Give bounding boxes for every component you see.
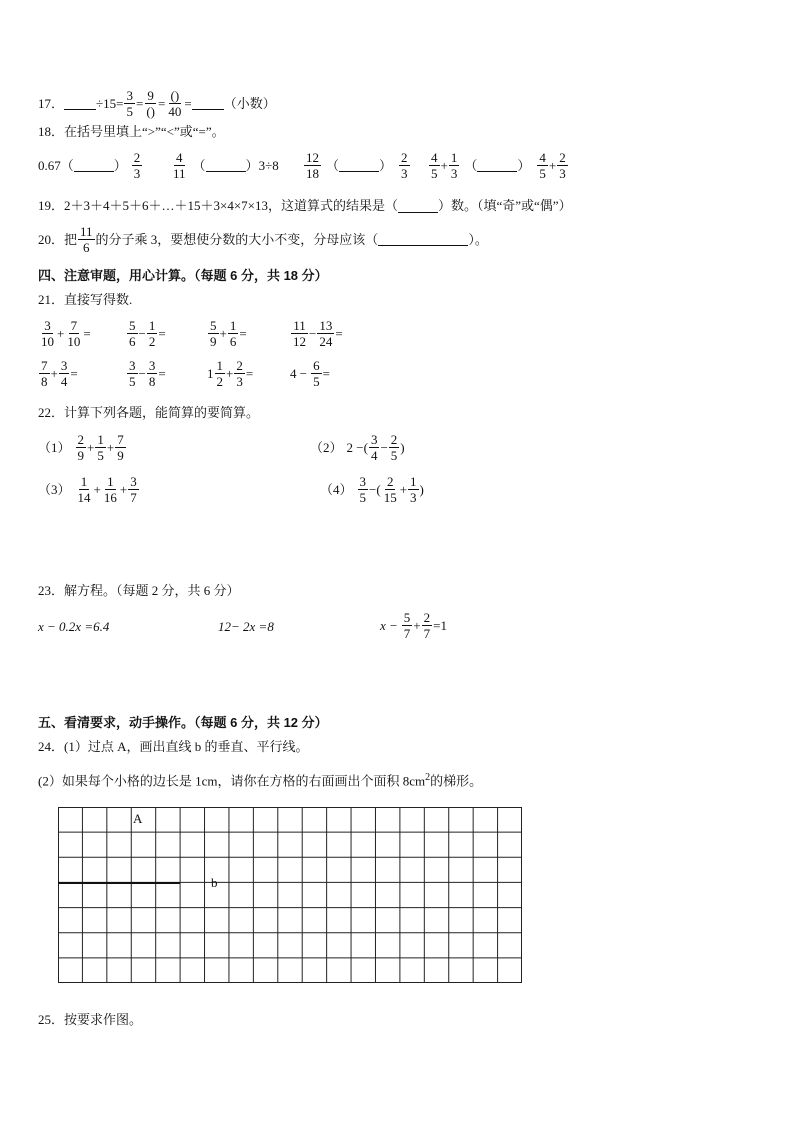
equation-1: x − 0.2x =6.4 [38,619,110,634]
q21-item: 7 8 + $\frac{3}{4}$ = [41,358,78,389]
answer-blank[interactable] [74,159,114,172]
fraction: 9 () [146,88,155,119]
answer-blank[interactable] [206,159,246,172]
q21-item: 4 − $\frac{6}{5}$ = [290,358,330,389]
fraction: $\frac{3}{5}$ [126,88,133,119]
q21-item: 1 1 2 + $\frac{2}{3}$ = [207,358,254,389]
question-21-text: 21．直接写得数. [38,292,133,307]
question-18-b: 4 11 （ ） 3÷8 [173,150,279,181]
answer-blank[interactable] [339,159,379,172]
question-23-text: 23．解方程。（每题 2 分，共 6 分） [38,583,240,598]
q22-part-4: （4） 3 5 −( 2 15 + $\frac{1}{3}$ ) [320,474,424,505]
q21-item: 5 9 + $\frac{1}{6}$ = [210,318,247,349]
question-17: 17． ÷15= $\frac{3}{5}$ = 9 () = () 40 = （小数） [38,88,276,119]
question-18-text: 18．在括号里填上“>”“<”或“=”。 [38,124,225,139]
point-a-label: A [133,811,143,826]
answer-blank[interactable] [477,159,517,172]
q22-part-2: （2） 2 −( 3 4 − $\frac{2}{5}$ ) [310,432,405,463]
q22-part-1: （1） 2 9 + $\frac{1}{5}$ + $\frac{7}{9}$ [38,432,124,463]
question-18-c: 12 18 （ ） 2 3 [306,150,408,181]
answer-blank[interactable] [192,97,224,110]
q21-item: 11 12 − $\frac{13}{24}$ = [293,318,343,349]
question-25: 25．按要求作图。 [38,1012,143,1027]
q21-item: 5 6 − $\frac{1}{2}$ = [129,318,166,349]
answer-blank[interactable] [378,233,468,246]
q21-item: 3 5 − $\frac{3}{8}$ = [129,358,166,389]
section-4-heading: 四、注意审题，用心计算。（每题 6 分，共 18 分） [38,268,328,283]
question-24-part-1: 24．(1）过点 A，画出直线 b 的垂直、平行线。 [38,739,309,754]
question-19: 19．2＋3＋4＋5＋6＋…＋15＋3×4×7×13，这道算式的结果是（ ）数。（填“奇”或“偶”） [38,198,572,213]
q22-part-3: （3） 1 14 + $\frac{1}{16}$ + $\frac{3}{7}$ [38,474,137,505]
square-grid[interactable] [58,807,522,983]
q21-item: 3 10 + $\frac{7}{10}$ = [41,318,91,349]
fraction: () 40 [168,88,182,119]
section-5-heading: 五、看清要求，动手操作。（每题 6 分，共 12 分） [38,715,328,730]
question-24-part-2: (2）如果每个小格的边长是 1cm，请你在方格的右面画出个面积 $8cm^2$的梯形。 [38,772,483,789]
question-22-text: 22．计算下列各题，能简算的要简算。 [38,405,260,420]
answer-blank[interactable] [64,97,96,110]
question-18-a: 0.67（ ） 2 3 [38,150,141,181]
answer-blank[interactable] [398,200,438,213]
question-20: 20．把 11 6 的分子乘 3，要想使分数的大小不变，分母应该（ ）。 [38,224,488,255]
equation-2: 12− 2x =8 [218,619,274,634]
question-18-d: 4 5 + $\frac{1}{3}$ （ ） 4 5 + $\frac{2}{3}$ [431,150,566,181]
equation-3: x − $\frac{5}{7}$ + $\frac{2}{7}$ =1 [380,610,447,641]
line-b-label: b [211,875,218,890]
